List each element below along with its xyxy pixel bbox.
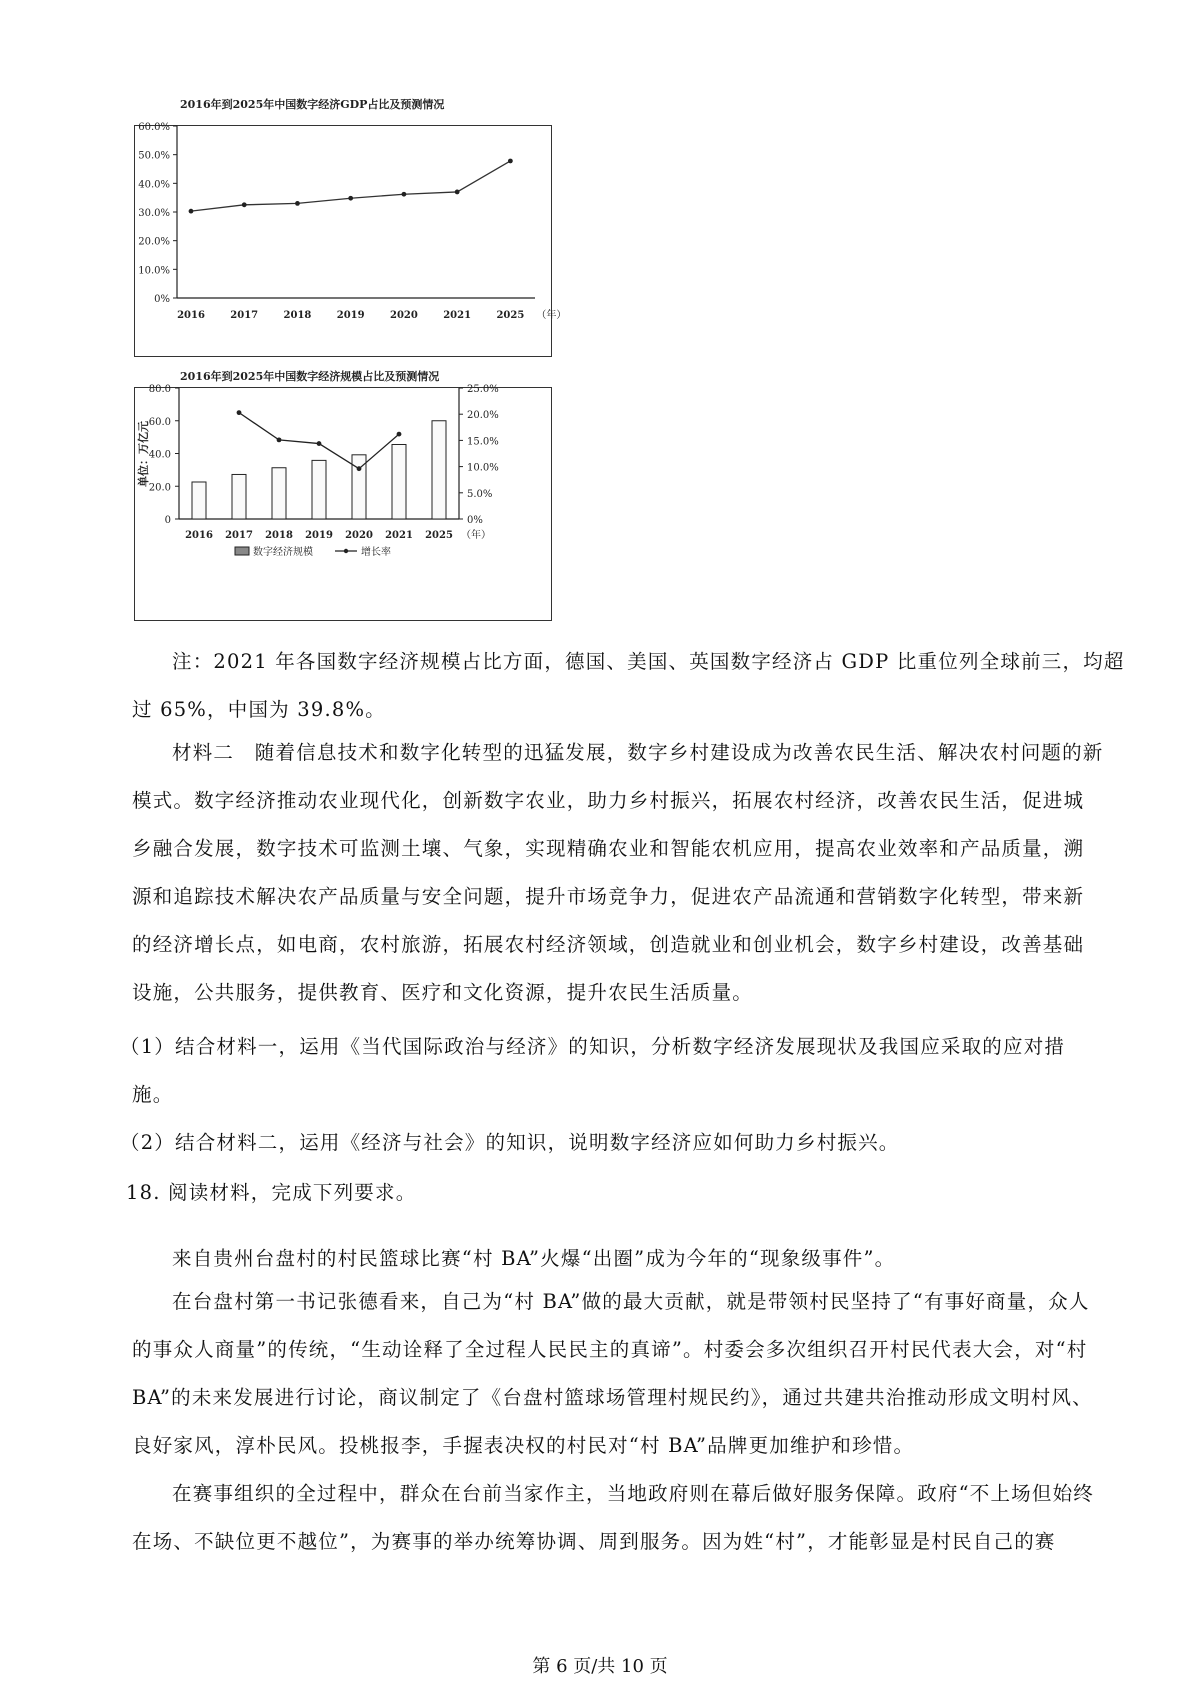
data-point bbox=[242, 202, 247, 207]
growth-rate-point bbox=[277, 437, 282, 442]
y-tick-label: 20.0% bbox=[138, 236, 170, 248]
chart1-title: 2016年到2025年中国数字经济GDP占比及预测情况 bbox=[180, 98, 445, 111]
legend-line-marker bbox=[344, 549, 348, 553]
question-1-line-1: （1）结合材料一，运用《当代国际政治与经济》的知识，分析数字经济发展现状及我国应采取的应对措 bbox=[120, 1035, 1066, 1058]
data-point bbox=[402, 192, 407, 197]
left-y-tick-label: 20.0 bbox=[148, 482, 171, 494]
growth-rate-point bbox=[357, 466, 362, 471]
bar bbox=[392, 444, 406, 519]
gdp-share-chart-svg bbox=[135, 122, 567, 356]
legend-line-label: 增长率 bbox=[361, 547, 391, 558]
data-point bbox=[455, 190, 460, 195]
legend-bar-label: 数字经济规模 bbox=[253, 547, 313, 558]
bar bbox=[192, 482, 206, 519]
left-y-tick-label: 40.0 bbox=[148, 449, 171, 461]
question-18-heading: 18. 阅读材料，完成下列要求。 bbox=[126, 1181, 417, 1204]
data-point bbox=[189, 209, 194, 214]
right-y-tick-label: 25.0% bbox=[467, 384, 499, 395]
x-tick-label: 2025 bbox=[425, 530, 453, 541]
data-point bbox=[348, 196, 353, 201]
left-y-tick-label: 80.0 bbox=[148, 384, 171, 395]
cunba-intro-paragraph: 来自贵州台盘村的村民篮球比赛“村 BA”火爆“出圈”成为今年的“现象级事件”。 bbox=[172, 1247, 896, 1270]
gdp-share-chart bbox=[134, 122, 567, 357]
material-two-paragraph: 材料二 随着信息技术和数字化转型的迅猛发展，数字乡村建设成为改善农民生活、解决农村问题的新模式。数字经济推动农业现代化，创新数字农业，助力乡村振兴，拓展农村经济，改善农民生活，促进城乡融合发展，数字技术可监测土壤、气象，实现精确农业和智能农机应用，提高农业效率和产品质量，溯源和追踪技术解决农产品质量与安全问题，提升市场竞争力，促进农产品流通和营销数字化转型，带来新的经济增长点，如电商，农村旅游，拓展农村经济领域，创造就业和创业机会，数字乡村建设，改善基础设施，公共服务，提供教育、医疗和文化资源，提升农民生活质量。 bbox=[132, 741, 1104, 1004]
series-line bbox=[191, 161, 510, 211]
left-y-tick-label: 0 bbox=[164, 515, 171, 526]
x-unit-label: （年） bbox=[536, 310, 567, 321]
x-tick-label: 2017 bbox=[225, 530, 253, 541]
left-y-axis-title: 单位：万亿元 bbox=[137, 421, 150, 487]
bar bbox=[232, 474, 246, 519]
x-tick-label: 2016 bbox=[185, 530, 213, 541]
data-point bbox=[508, 159, 513, 164]
x-tick-label: 2018 bbox=[283, 310, 312, 321]
left-y-tick-label: 60.0 bbox=[148, 416, 171, 428]
bar bbox=[272, 468, 286, 519]
x-tick-label: 2020 bbox=[390, 310, 418, 321]
x-tick-label: 2025 bbox=[496, 310, 525, 321]
x-unit-label: （年） bbox=[461, 530, 491, 541]
economy-scale-chart-svg bbox=[135, 384, 551, 620]
y-tick-label: 30.0% bbox=[138, 208, 170, 219]
growth-rate-point bbox=[317, 441, 322, 446]
right-y-tick-label: 5.0% bbox=[467, 488, 493, 500]
x-tick-label: 2019 bbox=[305, 530, 333, 541]
economy-scale-chart bbox=[134, 384, 552, 621]
chart2-title: 2016年到2025年中国数字经济规模占比及预测情况 bbox=[180, 370, 440, 383]
x-tick-label: 2019 bbox=[336, 310, 365, 321]
y-tick-label: 10.0% bbox=[138, 265, 170, 277]
x-tick-label: 2017 bbox=[230, 310, 259, 321]
growth-rate-point bbox=[397, 432, 402, 437]
x-tick-label: 2016 bbox=[177, 310, 205, 321]
cunba-organization-paragraph: 在赛事组织的全过程中，群众在台前当家作主，当地政府则在幕后做好服务保障。政府“不上场但始终在场、不缺位更不越位”，为赛事的举办统筹协调、周到服务。因为姓“村”，才能彰显是村民自己的赛 bbox=[132, 1482, 1094, 1553]
y-tick-label: 60.0% bbox=[138, 122, 170, 133]
note-line-2: 过 65%，中国为 39.8%。 bbox=[132, 698, 386, 721]
right-y-tick-label: 0% bbox=[467, 515, 483, 526]
note-line-1: 注：2021 年各国数字经济规模占比方面，德国、美国、英国数字经济占 GDP 比重位列全球前三，均超 bbox=[172, 650, 1125, 673]
bar bbox=[432, 421, 446, 519]
bar bbox=[312, 460, 326, 519]
right-y-tick-label: 15.0% bbox=[467, 436, 499, 448]
page-footer: 第 6 页/共 10 页 bbox=[532, 1656, 668, 1677]
legend-bar-swatch bbox=[235, 547, 249, 555]
question-2: （2）结合材料二，运用《经济与社会》的知识，说明数字经济应如何助力乡村振兴。 bbox=[120, 1131, 900, 1154]
growth-rate-point bbox=[237, 410, 242, 415]
y-tick-label: 40.0% bbox=[138, 179, 170, 191]
x-tick-label: 2021 bbox=[385, 530, 413, 541]
x-tick-label: 2021 bbox=[443, 310, 472, 321]
right-y-tick-label: 20.0% bbox=[467, 410, 499, 422]
x-tick-label: 2020 bbox=[345, 530, 373, 541]
x-tick-label: 2018 bbox=[265, 530, 293, 541]
right-y-tick-label: 10.0% bbox=[467, 462, 499, 474]
cunba-democracy-paragraph: 在台盘村第一书记张德看来，自己为“村 BA”做的最大贡献，就是带领村民坚持了“有事好商量，众人的事众人商量”的传统，“生动诠释了全过程人民民主的真谛”。村委会多次组织召开村民代表大会，对“村 BA”的未来发展进行讨论，商议制定了《台盘村篮球场管理村规民约》，通过共建共治推动形成文明村风、良好家风，淳朴民风。投桃报李，手握表决权的村民对“村 BA”品牌更加维护和珍惜。 bbox=[132, 1290, 1093, 1457]
y-tick-label: 50.0% bbox=[138, 150, 170, 162]
data-point bbox=[295, 201, 300, 206]
y-tick-label: 0% bbox=[154, 294, 170, 305]
question-1-line-2: 施。 bbox=[132, 1083, 174, 1106]
